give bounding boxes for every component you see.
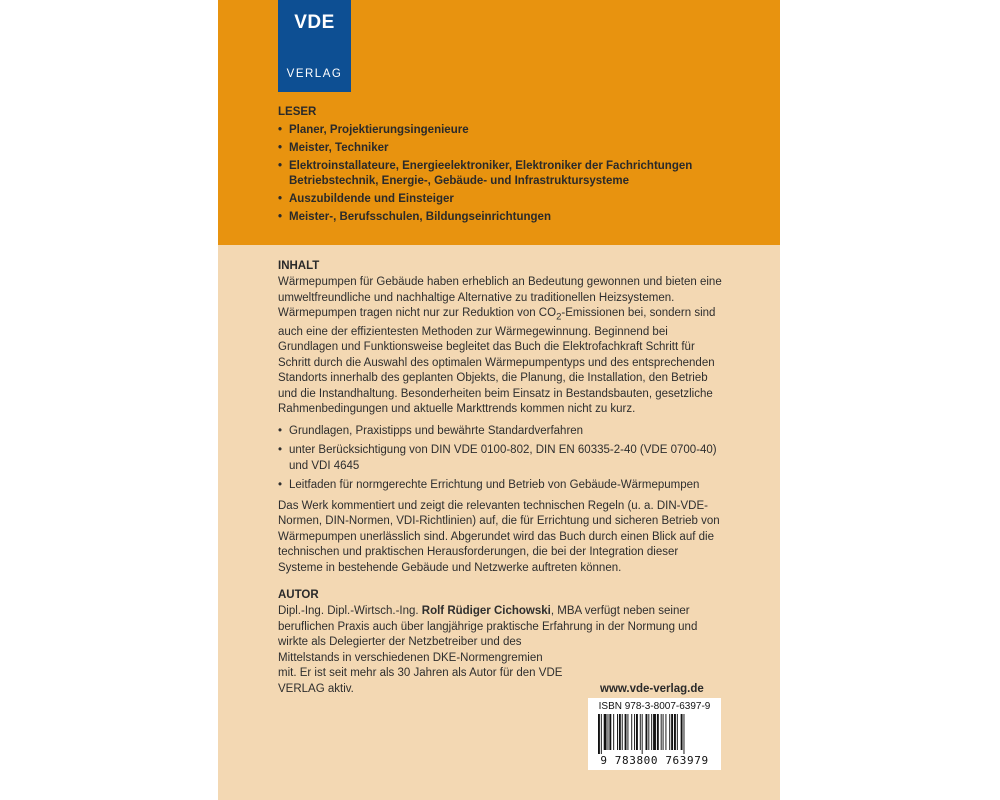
readers-item: • Planer, Projektierungsingenieure: [278, 123, 748, 138]
author-wide-lines: [278, 604, 718, 651]
logo-sub-text: VERLAG: [286, 68, 343, 80]
logo-main-text: VDE: [294, 12, 335, 33]
barcode-stripe: [636, 714, 638, 750]
barcode-stripe: [625, 714, 627, 750]
barcode-stripe: [669, 714, 670, 750]
barcode-stripe: [627, 714, 628, 750]
intro-text-before: Wärmepumpen für Gebäude haben erheblich an Bedeutung gewonnen und bieten eine umweltfreundliche und nachhaltige Alternative zu traditionellen Heizsystemen. Wärmepumpen tragen nicht nur zur Reduktion von CO: [278, 276, 722, 319]
barcode-stripe: [646, 714, 648, 750]
author-heading: AUTOR: [278, 589, 319, 602]
vde-verlag-logo: [278, 0, 351, 92]
barcode-stripe: [622, 714, 623, 750]
readers-item: • Meister-, Berufsschulen, Bildungseinrichtungen: [278, 210, 748, 225]
barcode-stripe: [642, 714, 643, 754]
book-back-cover: [218, 0, 780, 800]
barcode-stripe: [617, 714, 618, 750]
readers-list: [278, 123, 748, 225]
content-closing: Das Werk kommentiert und zeigt die relevanten technischen Regeln (u. a. DIN-VDE-Normen, DIN-Normen, VDI-Richtlinien) auf, die für Errichtung und sicheren Betrieb von Wärmepumpen unerlässlich sind. Abgerundet wird das Buch durch einen Blick auf die technischen und praktischen Herausforderungen, die bei der Integration dieser Systeme in bestehende Gebäude und Netzwerke auftreten können.: [278, 499, 720, 574]
readers-item: • Elektroinstallateure, Energieelektroniker, Elektroniker der Fachrichtungen Betriebstechnik, Energie-, Gebäude- und Infrastruktursysteme: [278, 159, 748, 189]
barcode-stripe: [684, 714, 685, 754]
barcode-stripe: [613, 714, 614, 750]
barcode-stripe: [681, 714, 683, 750]
barcode-stripe: [631, 714, 632, 750]
author-rest-narrow: Mittelstands in verschiedenen DKE-Normengremien mit. Er ist seit mehr als 30 Jahren als Autor für den VDE VERLAG aktiv.: [278, 651, 563, 695]
barcode-stripe: [674, 714, 676, 750]
content-heading: INHALT: [278, 260, 320, 272]
intro-text-after: -Emissionen bei, sondern sind auch eine der effizientesten Methoden zur Wärmegewinnung. Beginnend bei Grundlagen und Funktionsweise begleitet das Buch die Elektrofachkraft Schritt für Schritt durch die Auswahl des optimalen Wärmepumpentyps und des entsprechenden Standorts innerhalb des geplanten Objekts, die Planung, die Installation, den Betrieb und die Instandhaltung. Besonderheiten beim Einsatz in Bestandsbauten, gesetzliche Rahmenbedingungen und aktuelle Markttrends kommen nicht zu kurz.: [278, 307, 716, 416]
content-intro: [278, 275, 723, 418]
readers-section: [278, 106, 748, 228]
barcode-stripe: [663, 714, 664, 750]
readers-heading: LESER: [278, 106, 317, 118]
barcode-stripe: [661, 714, 662, 750]
isbn-text: ISBN 978-3-8007-6397-9: [598, 701, 711, 712]
orange-header-band: [218, 0, 780, 245]
author-prefix: Dipl.-Ing. Dipl.-Wirtsch.-Ing.: [278, 605, 422, 618]
barcode-stripe: [608, 714, 609, 750]
barcode-stripe: [648, 714, 649, 750]
barcode-stripe: [634, 714, 635, 750]
intro-subscript: 2: [556, 311, 562, 323]
barcode-stripe: [657, 714, 659, 750]
barcode-digits: 9 783800 763979: [600, 754, 709, 767]
barcode-stripe: [609, 714, 611, 750]
content-bullet: • unter Berücksichtigung von DIN VDE 0100-802, DIN EN 60335-2-40 (VDE 0700-40) und VDI 4645: [278, 443, 723, 474]
barcode-stripe: [598, 714, 600, 754]
barcode-box: [588, 698, 721, 770]
barcode-stripe: [601, 714, 602, 754]
author-rest-wide: , MBA verfügt neben seiner beruflichen Praxis auch über langjährige praktische Erfahrung in der Normung und wirkte als Delegierter der Netzbetreiber und des: [278, 605, 698, 649]
content-bullet: • Leitfaden für normgerechte Errichtung und Betrieb von Gebäude-Wärmepumpen: [278, 478, 723, 494]
content-bullet: • Grundlagen, Praxistipps und bewährte Standardverfahren: [278, 424, 723, 440]
barcode-stripe: [604, 714, 607, 750]
barcode-stripe: [651, 714, 652, 750]
website-url: www.vde-verlag.de: [600, 683, 704, 695]
author-name: Rolf Rüdiger Cichowski: [421, 605, 551, 618]
readers-item: • Meister, Techniker: [278, 141, 748, 156]
barcode-image: [596, 714, 713, 754]
content-section: [278, 260, 723, 697]
readers-item: • Auszubildende und Einsteiger: [278, 192, 748, 207]
barcode-stripe: [653, 714, 656, 750]
barcode-stripe: [677, 714, 678, 750]
barcode-stripe: [619, 714, 621, 750]
barcode-stripe: [671, 714, 673, 750]
content-bullets: [278, 424, 723, 494]
barcode-stripe: [665, 714, 666, 750]
barcode-stripe: [640, 714, 641, 750]
